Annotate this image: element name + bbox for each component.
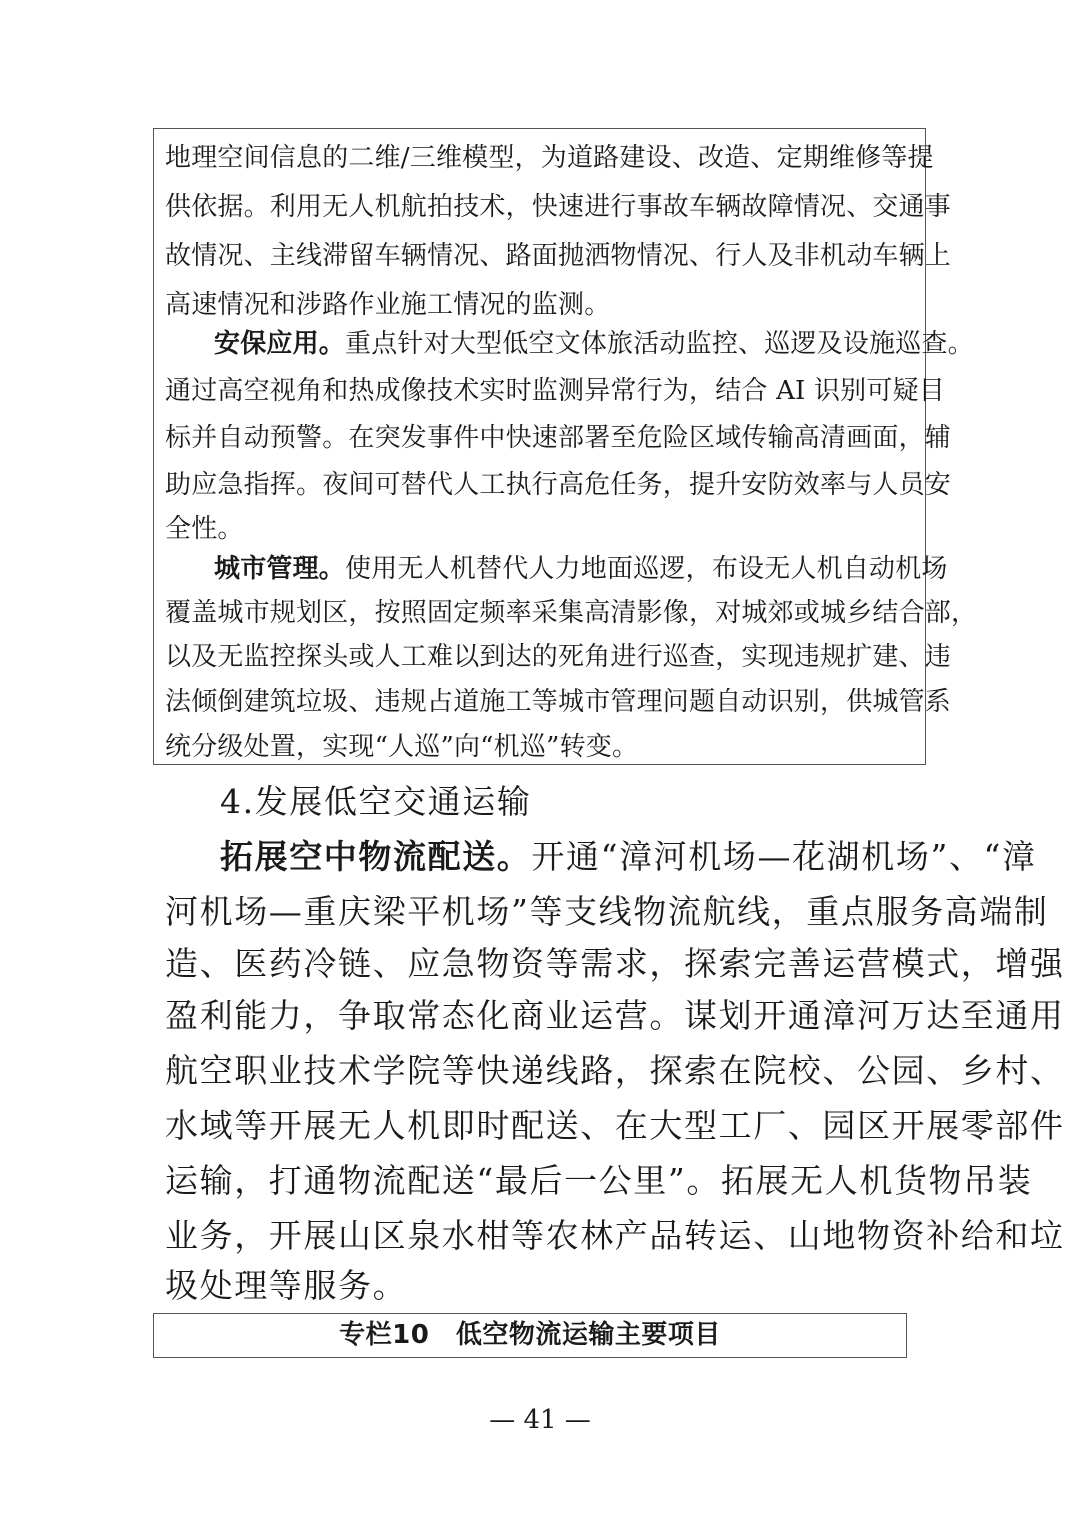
security-paragraph-line: 全性。 — [165, 514, 244, 544]
security-paragraph-line: 标并自动预警。在突发事件中快速部署至危险区域传输高清画面，辅 — [165, 423, 952, 453]
city-paragraph-line: 统分级处置，实现“人巡”向“机巡”转变。 — [165, 732, 639, 762]
logistics-paragraph-first-line — [220, 837, 1037, 876]
logistics-first-text: 开通“漳河机场—花湖机场”、“漳 — [531, 837, 1037, 876]
city-paragraph-line: 以及无监控探头或人工难以到达的死角进行巡查，实现违规扩建、违 — [165, 642, 952, 672]
security-paragraph-line: 通过高空视角和热成像技术实时监测异常行为，结合 AI 识别可疑目 — [165, 376, 945, 406]
box-paragraph-line: 地理空间信息的二维/三维模型，为道路建设、改造、定期维修等提 — [165, 143, 934, 173]
logistics-paragraph-line: 航空职业技术学院等快递线路，探索在院校、公园、乡村、 — [165, 1051, 1065, 1090]
logistics-paragraph-line: 圾处理等服务。 — [165, 1266, 408, 1305]
security-heading: 安保应用。 — [214, 329, 346, 359]
page-number: — 41 — — [489, 1405, 591, 1435]
logistics-paragraph-line: 造、医药冷链、应急物资等需求，探索完善运营模式，增强 — [165, 944, 1065, 983]
box-paragraph-line: 供依据。利用无人机航拍技术，快速进行事故车辆故障情况、交通事 — [165, 192, 952, 222]
city-paragraph-line: 法倾倒建筑垃圾、违规占道施工等城市管理问题自动识别，供城管系 — [165, 687, 952, 717]
box-paragraph-line: 高速情况和涉路作业施工情况的监测。 — [165, 290, 611, 320]
logistics-paragraph-line: 水域等开展无人机即时配送、在大型工厂、园区开展零部件 — [165, 1106, 1065, 1145]
logistics-paragraph-line: 盈利能力，争取常态化商业运营。谋划开通漳河万达至通用 — [165, 996, 1065, 1035]
box-paragraph-line: 故情况、主线滞留车辆情况、路面抛洒物情况、行人及非机动车辆上 — [165, 241, 952, 271]
city-heading: 城市管理。 — [214, 554, 346, 584]
table-header-box: 专栏10 低空物流运输主要项目 — [153, 1313, 907, 1358]
city-paragraph-first-line — [214, 554, 948, 584]
logistics-paragraph-line: 河机场—重庆梁平机场”等支线物流航线，重点服务高端制 — [165, 892, 1049, 931]
security-paragraph-first-line — [214, 329, 974, 359]
city-first-text: 使用无人机替代人力地面巡逻，布设无人机自动机场 — [345, 554, 948, 584]
logistics-paragraph-line: 运输，打通物流配送“最后一公里”。拓展无人机货物吊装 — [165, 1161, 1033, 1200]
city-paragraph-line: 覆盖城市规划区，按照固定频率采集高清影像，对城郊或城乡结合部， — [165, 598, 978, 628]
logistics-paragraph-line: 业务，开展山区泉水柑等农林产品转运、山地物资补给和垃 — [165, 1216, 1065, 1255]
logistics-heading: 拓展空中物流配送。 — [220, 837, 532, 876]
security-paragraph-line: 助应急指挥。夜间可替代人工执行高危任务，提升安防效率与人员安 — [165, 470, 952, 500]
security-first-text: 重点针对大型低空文体旅活动监控、巡逻及设施巡查。 — [345, 329, 974, 359]
section-heading: 4.发展低空交通运输 — [220, 782, 532, 821]
